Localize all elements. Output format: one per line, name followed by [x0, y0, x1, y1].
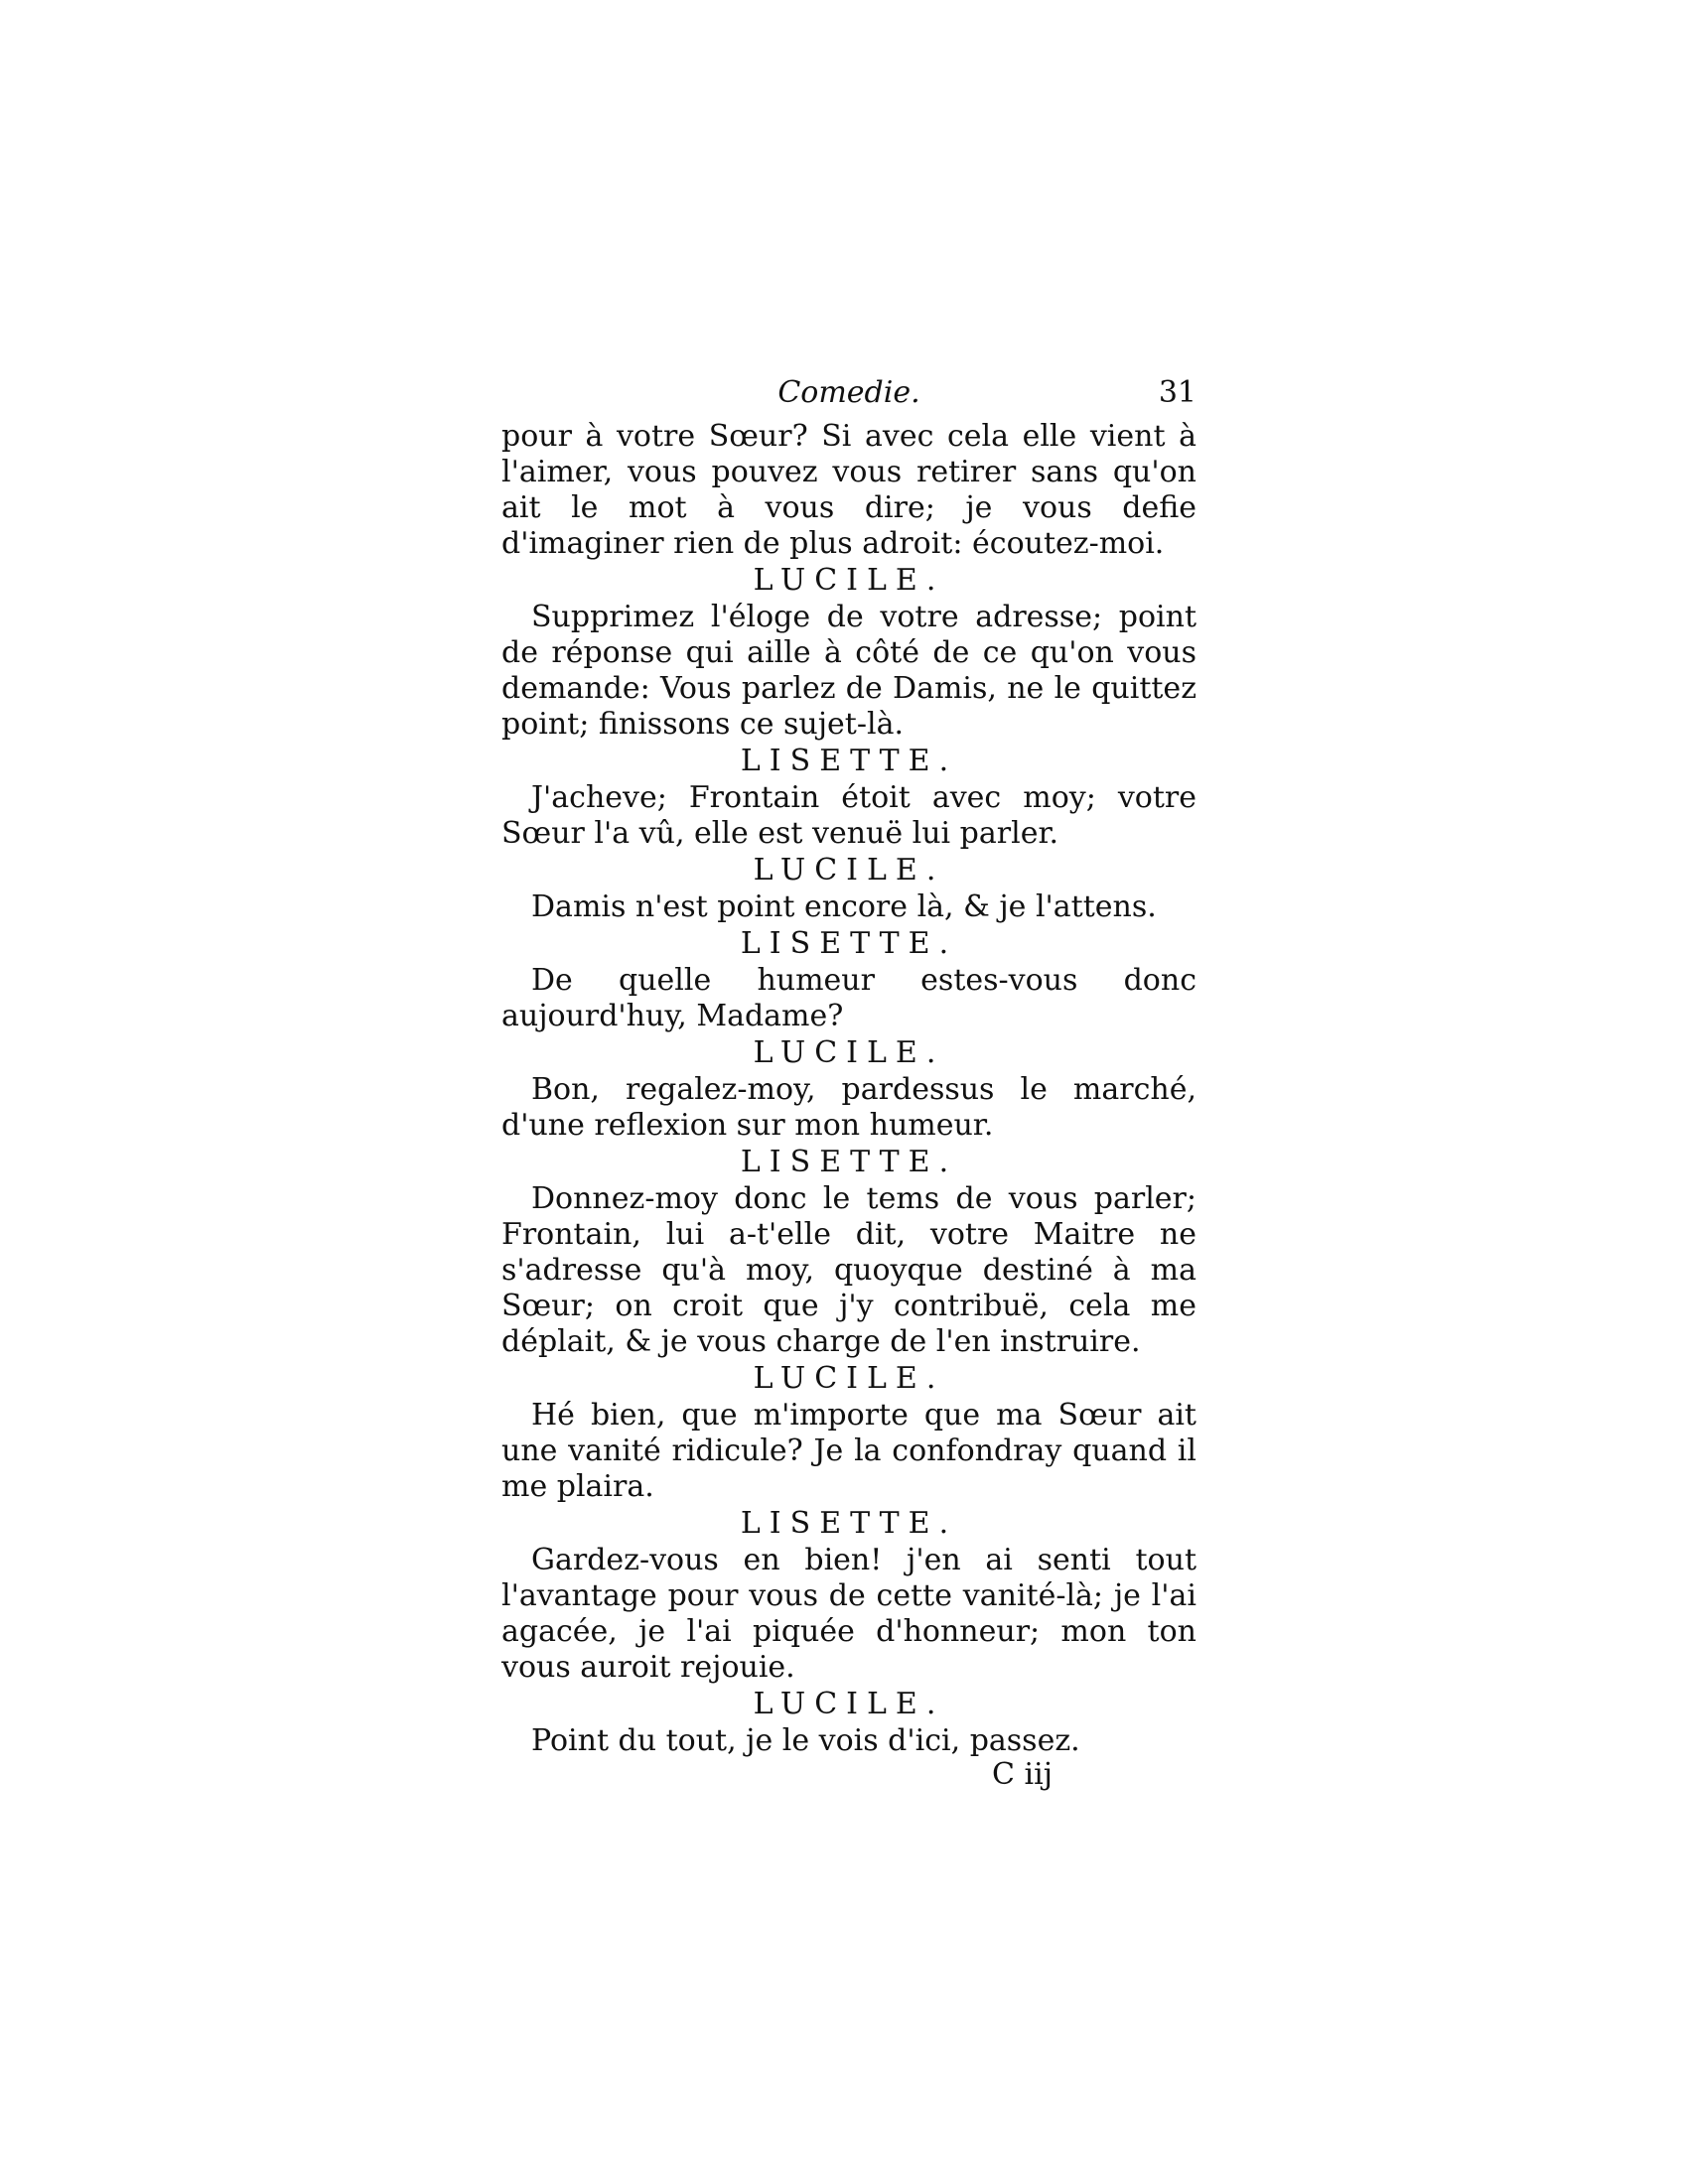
speech-paragraph: Damis n'est point encore là, & je l'attens.: [531, 889, 1157, 924]
speaker-name: LUCILE.: [753, 563, 945, 598]
speaker-name: LUCILE.: [753, 853, 945, 887]
speech-paragraph: pour à votre Sœur? Si avec cela elle vient à l'aimer, vous pouvez vous retirer sans qu'on ait le mot à vous dire; je vous defie d'imaginer rien de plus adroit: écoutez-moi.: [501, 419, 1196, 561]
speaker-name: LISETTE.: [740, 926, 958, 961]
speech-paragraph: J'acheve; Frontain étoit avec moy; votre Sœur l'a vû, elle est venuë lui parler.: [501, 780, 1196, 851]
speech-paragraph: Gardez-vous en bien! j'en ai senti tout l'avantage pour vous de cette vanité-là; je l'ai agacée, je l'ai piquée d'honneur; mon ton vous auroit rejouie.: [501, 1543, 1196, 1685]
running-head: [501, 375, 1196, 419]
speaker-name: LUCILE.: [753, 1035, 945, 1070]
page: [501, 375, 1196, 1759]
speaker-name: LUCILE.: [753, 1687, 945, 1721]
speaker-name: LUCILE.: [753, 1361, 945, 1396]
body-text: [501, 419, 1196, 1759]
speech-paragraph: Donnez-moy donc le tems de vous parler; Frontain, lui a-t'elle dit, votre Maitre ne s'adresse qu'à moy, quoyque destiné à ma Sœur; on croit que j'y contribuë, cela me déplait, & je vous charge de l'en instruire.: [501, 1181, 1196, 1359]
signature-mark: C iij: [992, 1757, 1053, 1792]
page-number: 31: [1158, 375, 1196, 410]
speech-paragraph: De quelle humeur estes-vous donc aujourd'huy, Madame?: [501, 963, 1196, 1033]
speech-paragraph: Supprimez l'éloge de votre adresse; point de réponse qui aille à côté de ce qu'on vous demande: Vous parlez de Damis, ne le quittez point; finissons ce sujet-là.: [501, 600, 1196, 742]
speaker-name: LISETTE.: [740, 1506, 958, 1541]
speaker-name: LISETTE.: [740, 1145, 958, 1179]
speech-paragraph: Point du tout, je le vois d'ici, passez.: [531, 1723, 1080, 1758]
running-title: Comedie.: [777, 375, 920, 410]
speech-paragraph: Bon, regalez-moy, pardessus le marché, d'une reflexion sur mon humeur.: [501, 1072, 1196, 1143]
speaker-name: LISETTE.: [740, 744, 958, 778]
speech-paragraph: Hé bien, que m'importe que ma Sœur ait une vanité ridicule? Je la confondray quand il me plaira.: [501, 1398, 1196, 1504]
